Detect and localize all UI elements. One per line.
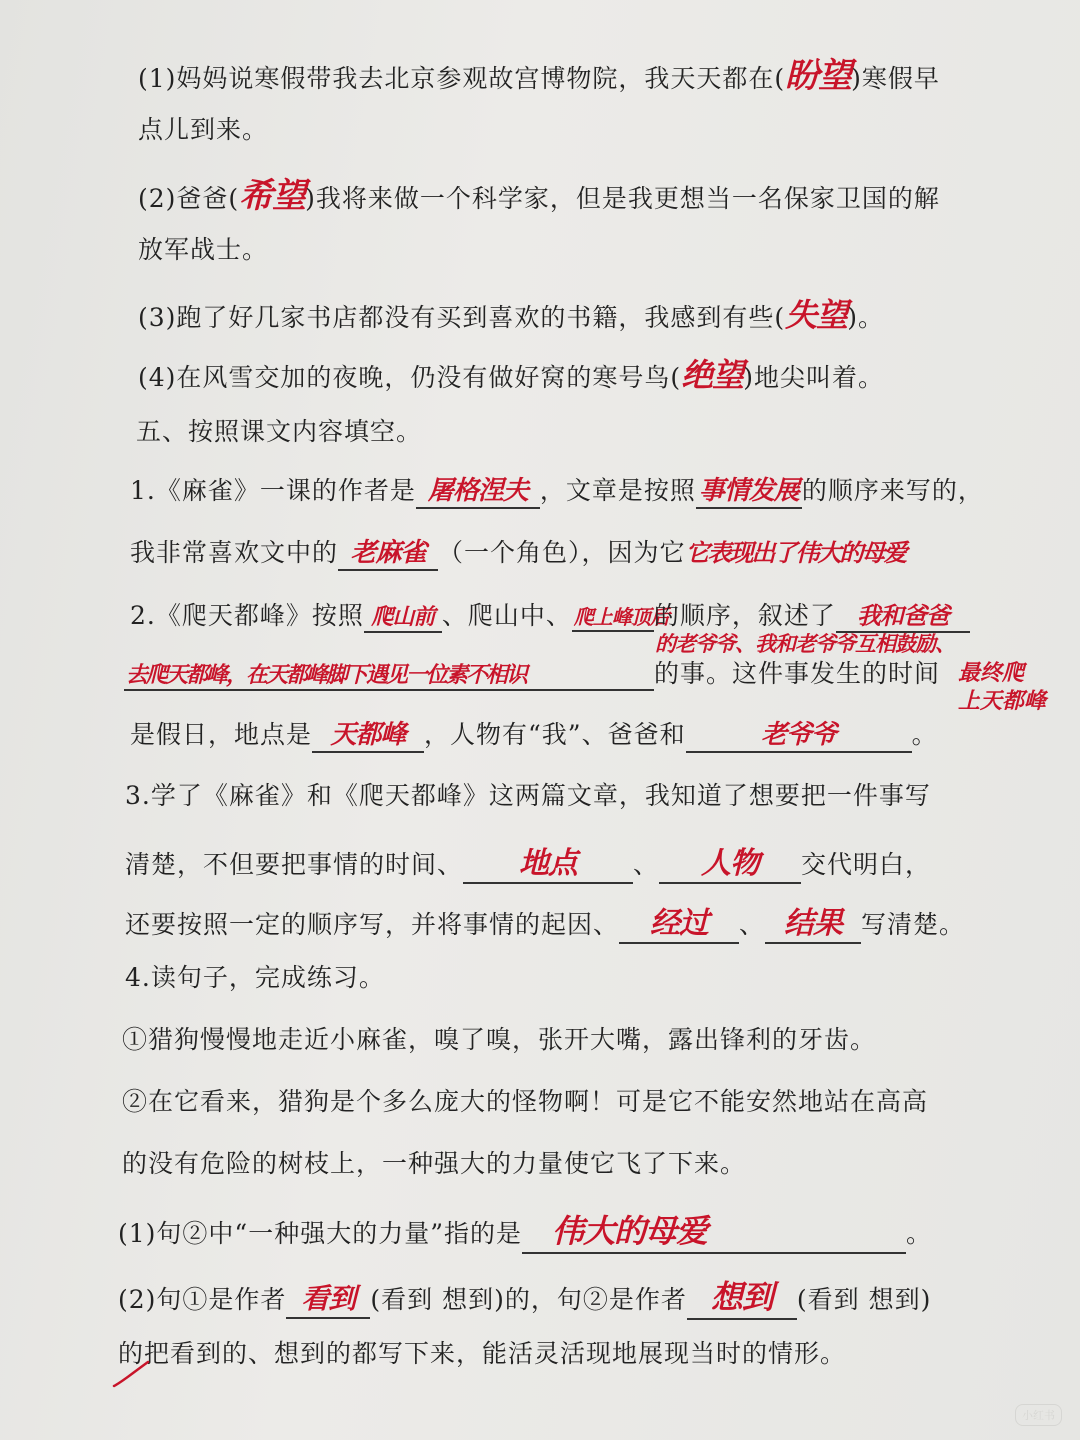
answer-handwriting: 老麻雀: [350, 538, 426, 568]
answer-note-handwriting: 的老爷爷、我和老爷爷互相鼓励、: [655, 632, 955, 656]
q5-2-line-3: 是假日，地点是 天都峰 ，人物有“我”、爸爸和 老爷爷 。: [130, 714, 938, 753]
answer-handwriting: 盼望: [785, 56, 852, 96]
watermark: 小红书: [1015, 1404, 1062, 1426]
q4-sentence-1-cont: 点儿到来。: [138, 115, 269, 144]
answer-handwriting: 爬山前: [371, 605, 435, 630]
section-5-title: 五、按照课文内容填空。: [136, 417, 423, 446]
q5-3-line-3: 还要按照一定的顺序写，并将事情的起因、 经过 、 结果 写清楚。: [125, 898, 965, 944]
answer-note-handwriting: 最终爬 上天都峰: [958, 661, 1047, 714]
q4-sentence-2-cont: 放军战士。: [138, 235, 269, 264]
q4-sentence-3: (3)跑了好几家书店都没有买到喜欢的书籍，我感到有些(失望)。: [138, 296, 884, 334]
answer-handwriting: 失望: [785, 296, 848, 334]
q5-4-sentence-2b: 的没有危险的树枝上，一种强大的力量使它飞了下来。: [122, 1149, 747, 1178]
answer-handwriting: 人物: [701, 846, 760, 881]
answer-handwriting: 屠格涅夫: [427, 476, 528, 506]
q5-4-part-1: (1)句②中“一种强大的力量”指的是 伟大的母爱 。: [118, 1206, 932, 1254]
answer-handwriting: 想到: [710, 1278, 773, 1316]
q5-4-sentence-1: ①猎狗慢慢地走近小麻雀，嗅了嗅，张开大嘴，露出锋利的牙齿。: [122, 1025, 877, 1054]
q5-1-line-1: 1.《麻雀》一课的作者是 屠格涅夫 ，文章是按照 事情发展 的顺序来写的，: [130, 470, 984, 509]
answer-handwriting: 结果: [784, 906, 843, 941]
answer-handwriting: 伟大的母爱: [551, 1212, 707, 1250]
answer-handwriting: 绝望: [681, 356, 744, 394]
q5-4-title: 4.读句子，完成练习。: [125, 963, 385, 992]
answer-handwriting: 看到: [301, 1282, 356, 1315]
q5-1-line-2: 我非常喜欢文中的 老麻雀 （一个角色），因为它它表现出了伟大的母爱: [130, 532, 906, 571]
q5-4-sentence-2a: ②在它看来，猎狗是个多么庞大的怪物啊！可是它不能安然地站在高高: [122, 1087, 929, 1116]
answer-handwriting: 希望: [239, 176, 306, 216]
answer-handwriting: 去爬天都峰，在天都峰脚下遇见一位素不相识: [126, 663, 527, 688]
answer-handwriting: 地点: [519, 846, 578, 881]
check-mark-icon: [112, 1360, 152, 1390]
q5-2-line-1: 2.《爬天都峰》按照 爬山前 、爬山中、 爬上峰顶后的顺序，叙述了 我和爸爸: [130, 596, 970, 633]
answer-handwriting: 它表现出了伟大的母爱: [685, 539, 906, 567]
answer-handwriting: 事情发展: [698, 476, 799, 506]
q5-4-part-2-cont: 的把看到的、想到的都写下来，能活灵活现地展现当时的情形。: [118, 1339, 847, 1368]
q5-3-line-1: 3.学了《麻雀》和《爬天都峰》这两篇文章，我知道了想要把一件事写: [125, 781, 931, 810]
q4-sentence-1: (1)妈妈说寒假带我去北京参观故宫博物院，我天天都在(盼望)寒假早: [138, 56, 940, 96]
answer-handwriting: 天都峰: [330, 720, 406, 750]
answer-handwriting: 爬上峰顶后: [573, 605, 669, 629]
q4-sentence-4: (4)在风雪交加的夜晚，仍没有做好窝的寒号鸟(绝望)地尖叫着。: [138, 356, 884, 394]
q5-3-line-2: 清楚，不但要把事情的时间、 地点 、 人物 交代明白，: [125, 838, 931, 884]
answer-handwriting: 经过: [650, 906, 709, 941]
q5-4-part-2: (2)句①是作者 看到 (看到 想到)的，句②是作者 想到 (看到 想到): [118, 1272, 931, 1320]
answer-handwriting: 我和爸爸: [856, 602, 949, 630]
q4-sentence-2: (2)爸爸(希望)我将来做一个科学家，但是我更想当一名保家卫国的解: [138, 176, 940, 216]
answer-handwriting: 老爷爷: [761, 720, 837, 750]
q5-2-line-2: 去爬天都峰，在天都峰脚下遇见一位素不相识 的事。这件事发生的时间: [124, 654, 940, 691]
